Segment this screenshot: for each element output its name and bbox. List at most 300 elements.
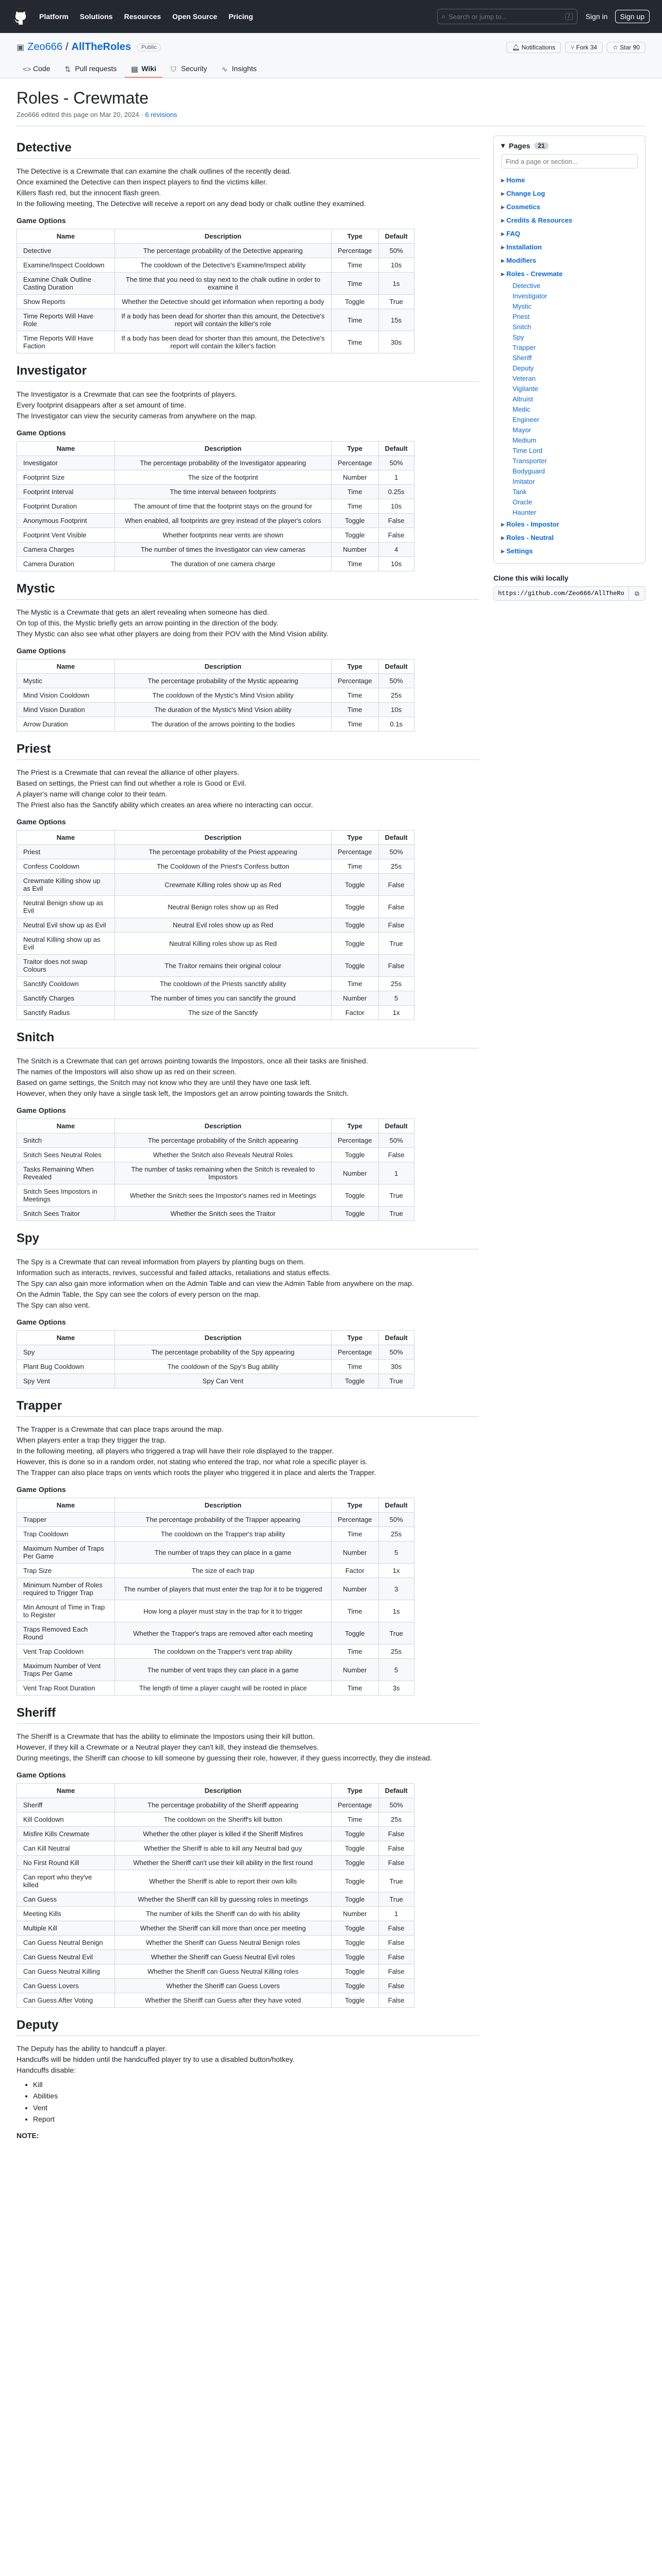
table-cell: Spy Can Vent [115, 1374, 332, 1388]
table-cell: The percentage probability of the Sheriff appearing [115, 1798, 332, 1812]
table-header-row [17, 1119, 415, 1133]
table-cell: Camera Duration [17, 557, 115, 571]
table-cell: Time [332, 688, 379, 703]
sidebar-link-label: Mayor [512, 426, 532, 434]
table-row [17, 1006, 415, 1020]
column-header: Name [17, 229, 115, 244]
options-table [16, 229, 415, 353]
sidebar-section-link[interactable] [501, 322, 638, 332]
sidebar-section-link[interactable] [501, 374, 638, 384]
table-row [17, 1622, 415, 1645]
role-section [16, 1030, 479, 1221]
table-cell: The Cooldown of the Priest's Confess button [115, 859, 332, 874]
sidebar-section-link[interactable] [501, 456, 638, 466]
table-row [17, 258, 415, 273]
table-cell: Mystic [17, 674, 115, 688]
table-cell: The percentage probability of the Trapper appearing [115, 1513, 332, 1527]
table-cell: Toggle [332, 896, 379, 918]
table-cell: 30s [378, 331, 414, 353]
tab-security-label: Security [181, 64, 207, 73]
global-nav [39, 12, 253, 21]
sidebar-section-link[interactable] [501, 353, 638, 363]
table-cell: Spy [17, 1345, 115, 1360]
table-cell: Toggle [332, 1856, 379, 1870]
table-row [17, 1827, 415, 1841]
table-cell: Neutral Benign show up as Evil [17, 896, 115, 918]
table-cell: Time [332, 703, 379, 717]
nav-pricing[interactable]: Pricing [228, 12, 253, 21]
table-cell: Whether footprints near vents are shown [115, 528, 332, 543]
table-cell: Min Amount of Time in Trap to Register [17, 1600, 115, 1622]
sidebar-page-link[interactable] [501, 200, 638, 214]
triangle-right-icon[interactable]: ▸ [501, 534, 507, 541]
pages-count: 21 [534, 142, 548, 149]
table-cell: Percentage [332, 1798, 379, 1812]
section-heading: Deputy [16, 2018, 479, 2036]
sidebar-section-link[interactable] [501, 446, 638, 456]
sidebar-page-link[interactable] [501, 545, 638, 558]
table-cell: Anonymous Footprint [17, 514, 115, 528]
table-cell: Multiple Kill [17, 1921, 115, 1936]
table-cell: Investigator [17, 456, 115, 470]
triangle-right-icon[interactable]: ▸ [501, 190, 507, 197]
table-cell: 3 [378, 1578, 414, 1600]
tab-pull-requests[interactable] [58, 60, 123, 78]
column-header: Default [378, 1784, 414, 1798]
sidebar-link-label: Medic [512, 405, 531, 413]
table-cell: The percentage probability of the Detective appearing [115, 244, 332, 258]
repo-name-link[interactable]: AllTheRoles [71, 41, 131, 53]
table-cell: Spy Vent [17, 1374, 115, 1388]
global-search[interactable] [437, 9, 577, 24]
table-cell: Factor [332, 1564, 379, 1578]
table-cell: Toggle [332, 1841, 379, 1856]
sidebar-section-link[interactable] [501, 415, 638, 425]
table-cell: Toggle [332, 1979, 379, 1993]
column-header: Description [115, 1119, 332, 1133]
table-cell: Toggle [332, 528, 379, 543]
table-cell: False [378, 1950, 414, 1964]
search-shortcut: / [565, 13, 573, 20]
table-cell: 25s [378, 1812, 414, 1827]
nav-open-source[interactable]: Open Source [172, 12, 218, 21]
column-header: Description [115, 442, 332, 456]
table-row [17, 717, 415, 732]
sidebar-section-link[interactable] [501, 435, 638, 446]
sidebar-page-link[interactable] [501, 254, 638, 267]
table-cell: 25s [378, 977, 414, 991]
options-table [16, 830, 415, 1020]
nav-resources[interactable]: Resources [124, 12, 161, 21]
clone-label: Clone this wiki locally [493, 574, 569, 582]
sidebar-link-label: FAQ [506, 230, 520, 238]
github-logo-icon[interactable] [12, 8, 29, 25]
table-cell: 5 [378, 991, 414, 1006]
table-cell: Can Kill Neutral [17, 1841, 115, 1856]
sidebar-page-link[interactable] [501, 531, 638, 545]
table-row [17, 1979, 415, 1993]
sidebar-link-label: Oracle [512, 498, 533, 506]
table-cell: True [378, 295, 414, 309]
table-cell: Sanctify Charges [17, 991, 115, 1006]
find-page-input[interactable] [501, 154, 638, 168]
table-cell: Neutral Evil roles show up as Red [115, 918, 332, 933]
table-cell: No First Round Kill [17, 1856, 115, 1870]
table-cell: False [378, 1841, 414, 1856]
triangle-right-icon[interactable]: ▸ [501, 230, 507, 238]
table-cell: Number [332, 1659, 379, 1681]
table-cell: Tasks Remaining When Revealed [17, 1162, 115, 1184]
table-cell: 25s [378, 859, 414, 874]
sidebar-link-label: Snitch [512, 323, 532, 331]
table-cell: The cooldown of the Detective's Examine/Inspect ability [115, 258, 332, 273]
copy-icon[interactable]: ⧉ [629, 586, 646, 601]
table-row [17, 514, 415, 528]
shield-icon: ⛉ [171, 65, 176, 73]
table-row [17, 1133, 415, 1148]
sidebar-section-link[interactable] [501, 425, 638, 435]
sidebar-link-label: Veteran [512, 375, 536, 382]
table-row [17, 1993, 415, 2008]
table-cell: The percentage probability of the Mystic appearing [115, 674, 332, 688]
column-header: Default [378, 659, 414, 674]
sidebar-link-label: Modifiers [506, 257, 536, 264]
table-row [17, 1812, 415, 1827]
section-paragraph: A player's name will change color to their team. [16, 790, 168, 798]
table-cell: Meeting Kills [17, 1907, 115, 1921]
global-search-input[interactable] [449, 13, 565, 21]
section-paragraph: Every footprint disappears after a set amount of time. [16, 401, 187, 409]
column-header: Type [332, 442, 379, 456]
table-row [17, 499, 415, 514]
table-cell: Time [332, 1812, 379, 1827]
sidebar-page-link[interactable] [501, 518, 638, 531]
table-cell: Mind Vision Duration [17, 703, 115, 717]
sidebar-page-link[interactable] [501, 227, 638, 241]
table-cell: Time Reports Will Have Role [17, 309, 115, 331]
table-cell: Whether the Sheriff can Guess Neutral Benign roles [115, 1936, 332, 1950]
sidebar-page-link[interactable] [501, 241, 638, 254]
table-cell: Toggle [332, 1936, 379, 1950]
table-cell: 30s [378, 1360, 414, 1374]
table-cell: Plant Bug Cooldown [17, 1360, 115, 1374]
table-cell: Time [332, 331, 379, 353]
table-cell: Time [332, 309, 379, 331]
table-cell: Whether the Snitch also Reveals Neutral Roles [115, 1148, 332, 1162]
table-cell: False [378, 918, 414, 933]
table-cell: Time [332, 1645, 379, 1659]
column-header: Description [115, 659, 332, 674]
table-cell: Toggle [332, 1207, 379, 1221]
table-cell: The number of players that must enter the trap for it to be triggered [115, 1578, 332, 1600]
sidebar-link-label: Priest [512, 313, 530, 320]
table-row [17, 557, 415, 571]
table-cell: 50% [378, 1513, 414, 1527]
triangle-right-icon[interactable]: ▸ [501, 547, 507, 555]
column-header: Type [332, 229, 379, 244]
sidebar-section-link[interactable] [501, 384, 638, 394]
tab-insights[interactable] [216, 60, 263, 78]
notifications-button[interactable] [506, 42, 561, 53]
table-cell: False [378, 896, 414, 918]
triangle-right-icon[interactable]: ▸ [501, 203, 507, 211]
section-paragraph: The Priest also has the Sanctify ability which creates an area where no interacting can occur. [16, 801, 313, 809]
tab-code[interactable] [16, 60, 56, 78]
table-cell: True [378, 1870, 414, 1892]
table-row [17, 1892, 415, 1907]
table-cell: Percentage [332, 845, 379, 859]
table-cell: Sanctify Radius [17, 1006, 115, 1020]
table-cell: False [378, 1921, 414, 1936]
options-table [16, 659, 415, 732]
table-row [17, 918, 415, 933]
table-cell: The cooldown on the Trapper's vent trap ability [115, 1645, 332, 1659]
column-header: Type [332, 1119, 379, 1133]
sidebar-section-link[interactable] [501, 507, 638, 518]
table-cell: Footprint Size [17, 470, 115, 485]
table-cell: Toggle [332, 918, 379, 933]
table-row [17, 991, 415, 1006]
table-row [17, 331, 415, 353]
book-icon: ▤ [131, 65, 138, 73]
table-cell: 25s [378, 1527, 414, 1541]
tab-security[interactable] [164, 60, 213, 78]
triangle-right-icon[interactable]: ▸ [501, 270, 507, 278]
table-row [17, 1645, 415, 1659]
table-header-row [17, 1784, 415, 1798]
table-cell: Footprint Duration [17, 499, 115, 514]
table-cell: When enabled, all footprints are grey instead of the player's colors [115, 514, 332, 528]
sidebar-link-label: Imitator [512, 478, 535, 485]
tab-wiki[interactable] [125, 60, 162, 78]
table-cell: False [378, 1936, 414, 1950]
revisions-link[interactable]: 6 revisions [145, 111, 177, 118]
table-cell: 1s [378, 1600, 414, 1622]
column-header: Description [115, 1331, 332, 1345]
table-cell: Can Guess Neutral Evil [17, 1950, 115, 1964]
table-cell: The cooldown of the Mystic's Mind Vision ability [115, 688, 332, 703]
options-table [16, 1330, 415, 1388]
table-cell: Snitch Sees Neutral Roles [17, 1148, 115, 1162]
table-cell: Time [332, 557, 379, 571]
section-paragraph: Once examined the Detective can then inspect players to find the victims killer. [16, 178, 268, 186]
table-cell: Maximum Number of Traps Per Game [17, 1541, 115, 1564]
sidebar-page-link[interactable] [501, 187, 638, 200]
repo-owner-link[interactable]: Zeo666 [27, 41, 62, 53]
triangle-down-icon[interactable]: ▾ [501, 141, 505, 149]
section-paragraph: In the following meeting, all players who triggered a trap will have their role displayed to the trapper. [16, 1447, 334, 1455]
table-cell: Number [332, 1541, 379, 1564]
table-cell: Whether the Sheriff is able to kill any Neutral bad guy [115, 1841, 332, 1856]
column-header: Name [17, 1119, 115, 1133]
section-paragraph: The Investigator can view the security cameras from anywhere on the map. [16, 412, 257, 420]
table-cell: Toggle [332, 1950, 379, 1964]
clone-url-input[interactable] [493, 586, 629, 601]
sidebar-section-link[interactable] [501, 332, 638, 343]
sign-in-link[interactable]: Sign in [585, 12, 608, 21]
table-row [17, 896, 415, 918]
column-header: Description [115, 1784, 332, 1798]
triangle-right-icon[interactable]: ▸ [501, 520, 507, 528]
column-header: Name [17, 1784, 115, 1798]
table-cell: Percentage [332, 456, 379, 470]
table-cell: Toggle [332, 1964, 379, 1979]
triangle-right-icon[interactable]: ▸ [501, 243, 507, 251]
sidebar-section-link[interactable] [501, 301, 638, 312]
table-row [17, 703, 415, 717]
pages-list [501, 174, 638, 558]
table-header-row [17, 1331, 415, 1345]
table-cell: Whether the Detective should get information when reporting a body [115, 295, 332, 309]
sidebar-link-label: Roles - Crewmate [506, 270, 563, 278]
table-cell: Snitch Sees Traitor [17, 1207, 115, 1221]
options-table [16, 441, 415, 571]
sidebar-link-label: Mystic [512, 302, 532, 310]
sidebar-section-link[interactable] [501, 312, 638, 322]
sidebar-section-link[interactable] [501, 487, 638, 497]
sidebar-link-label: Trapper [512, 344, 536, 351]
table-row [17, 859, 415, 874]
table-cell: 50% [378, 845, 414, 859]
table-cell: Factor [332, 1006, 379, 1020]
table-cell: Camera Charges [17, 543, 115, 557]
table-cell: Can Guess [17, 1892, 115, 1907]
table-cell: Examine/Inspect Cooldown [17, 258, 115, 273]
table-cell: 50% [378, 1345, 414, 1360]
table-cell: Arrow Duration [17, 717, 115, 732]
table-header-row [17, 442, 415, 456]
table-cell: 0.1s [378, 717, 414, 732]
sidebar-page-link[interactable] [501, 267, 638, 281]
table-cell: Percentage [332, 244, 379, 258]
table-cell: Toggle [332, 1374, 379, 1388]
table-row [17, 1184, 415, 1207]
sidebar-section-link[interactable] [501, 363, 638, 374]
table-cell: Crewmate Killing show up as Evil [17, 874, 115, 896]
graph-icon: ∿ [221, 65, 228, 73]
table-row [17, 933, 415, 955]
pages-box [493, 135, 646, 564]
game-options-heading: Game Options [16, 1485, 66, 1494]
section-heading: Detective [16, 141, 479, 159]
section-heading: Snitch [16, 1030, 479, 1048]
section-heading: Sheriff [16, 1706, 479, 1724]
nav-solutions[interactable]: Solutions [79, 12, 113, 21]
table-row [17, 1578, 415, 1600]
section-paragraph: Handcuffs disable: [16, 2066, 76, 2074]
sidebar-section-link[interactable] [501, 343, 638, 353]
table-cell: The size of the Sanctify [115, 1006, 332, 1020]
table-cell: Confess Cooldown [17, 859, 115, 874]
table-cell: Percentage [332, 1513, 379, 1527]
options-table [16, 1118, 415, 1221]
table-row [17, 1841, 415, 1856]
star-button[interactable] [607, 42, 646, 53]
table-cell: Whether the other player is killed if the Sheriff Misfires [115, 1827, 332, 1841]
section-heading: Mystic [16, 582, 479, 600]
sidebar-section-link[interactable] [501, 291, 638, 301]
table-cell: The time interval between footprints [115, 485, 332, 499]
table-cell: Time Reports Will Have Faction [17, 331, 115, 353]
table-cell: The cooldown of the Priests sanctify ability [115, 977, 332, 991]
section-paragraph: The names of the Impostors will also show up as red on their screen. [16, 1067, 237, 1076]
table-row [17, 1856, 415, 1870]
table-row [17, 273, 415, 295]
table-cell: Whether the Snitch sees the Traitor [115, 1207, 332, 1221]
table-header-row [17, 659, 415, 674]
table-cell: 25s [378, 688, 414, 703]
table-row [17, 470, 415, 485]
table-cell: Time [332, 1600, 379, 1622]
column-header: Type [332, 659, 379, 674]
table-cell: The cooldown of the Spy's Bug ability [115, 1360, 332, 1374]
nav-platform[interactable]: Platform [39, 12, 69, 21]
game-options-heading: Game Options [16, 647, 66, 655]
table-row [17, 1936, 415, 1950]
search-icon: ⌕ [441, 12, 445, 20]
sidebar-section-link[interactable] [501, 477, 638, 487]
fork-icon: ⑂ [570, 43, 576, 51]
sidebar-section-link[interactable] [501, 281, 638, 291]
table-row [17, 528, 415, 543]
table-cell: Toggle [332, 1148, 379, 1162]
sidebar-section-link[interactable] [501, 497, 638, 507]
table-cell: Time [332, 859, 379, 874]
section-paragraph: Based on game settings, the Snitch may not know who they are until they have one task left. [16, 1078, 311, 1087]
triangle-right-icon[interactable]: ▸ [501, 257, 507, 264]
fork-button[interactable] [565, 42, 603, 53]
sidebar-link-label: Transporter [512, 457, 547, 465]
sidebar-link-label: Credits & Resources [506, 216, 573, 224]
column-header: Name [17, 659, 115, 674]
sign-up-button[interactable]: Sign up [615, 10, 650, 23]
star-label: Star 90 [620, 43, 640, 51]
game-options-heading: Game Options [16, 1771, 66, 1779]
sidebar-section-link[interactable] [501, 466, 638, 477]
table-cell: Priest [17, 845, 115, 859]
note-label: NOTE: [16, 2131, 39, 2140]
table-cell: 3s [378, 1681, 414, 1696]
table-cell: Whether the Sheriff is able to report their own kills [115, 1870, 332, 1892]
table-row [17, 1600, 415, 1622]
table-cell: Misfire Kills Crewmate [17, 1827, 115, 1841]
table-row [17, 1527, 415, 1541]
table-row [17, 456, 415, 470]
table-cell: The number of times the Investigator can view cameras [115, 543, 332, 557]
table-cell: Whether the Trapper's traps are removed after each meeting [115, 1622, 332, 1645]
edit-info: Zeo666 edited this page on Mar 20, 2024 · [16, 111, 145, 118]
triangle-right-icon[interactable]: ▸ [501, 176, 507, 184]
list-item: • Report [33, 2113, 479, 2125]
section-heading: Priest [16, 742, 479, 760]
column-header: Name [17, 1498, 115, 1513]
table-cell: 5 [378, 1659, 414, 1681]
section-paragraph: The Trapper can also place traps on vents which roots the player who triggered it in place and alerts the Trapper. [16, 1468, 376, 1477]
section-paragraph: Handcuffs will be hidden until the handcuffed player try to use a disabled button/hotkey. [16, 2055, 295, 2063]
table-cell: 1 [378, 470, 414, 485]
table-cell: Time [332, 1360, 379, 1374]
table-cell: Can Guess Lovers [17, 1979, 115, 1993]
table-cell: 1 [378, 1907, 414, 1921]
repo-header [0, 33, 662, 78]
table-cell: Number [332, 991, 379, 1006]
sidebar-section-link[interactable] [501, 394, 638, 404]
sidebar-page-link[interactable] [501, 174, 638, 187]
table-cell: Kill Cooldown [17, 1812, 115, 1827]
sidebar-section-link[interactable] [501, 404, 638, 415]
sidebar-page-link[interactable] [501, 214, 638, 227]
triangle-right-icon[interactable]: ▸ [501, 216, 507, 224]
